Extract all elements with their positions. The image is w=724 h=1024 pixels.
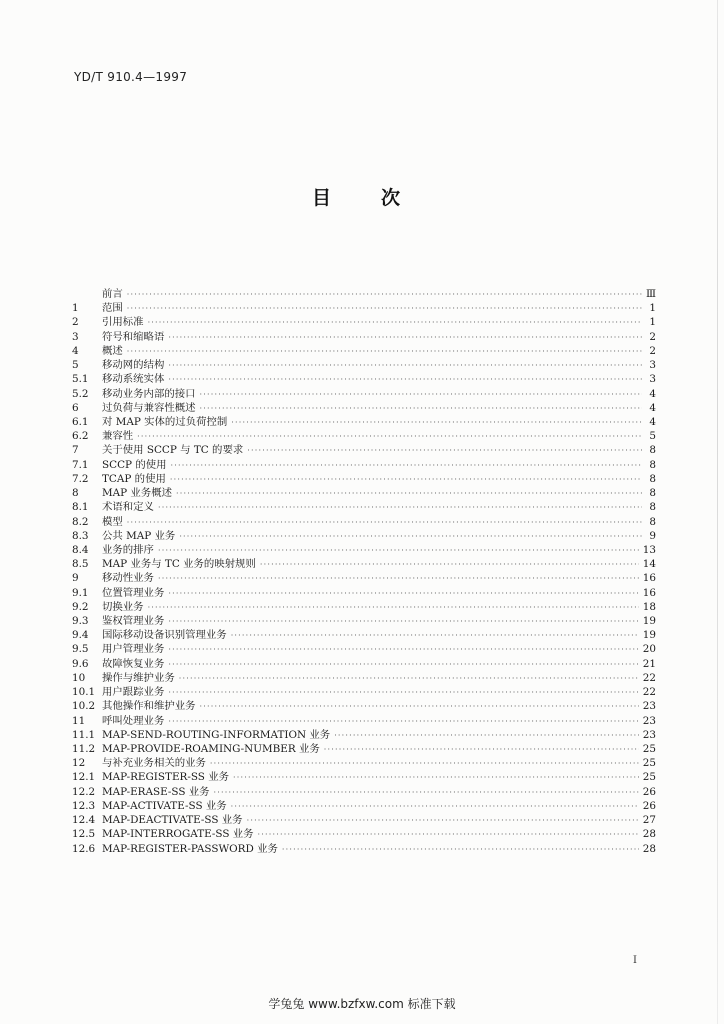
toc-entry-page: 23 bbox=[642, 700, 656, 713]
toc-leader-dots bbox=[200, 388, 642, 402]
toc-entry[interactable] bbox=[72, 813, 656, 827]
toc-entry[interactable] bbox=[72, 429, 656, 443]
toc-leader-dots bbox=[334, 729, 639, 743]
toc-entry-page: 25 bbox=[642, 757, 656, 770]
toc-entry-page: 13 bbox=[642, 543, 656, 556]
toc-entry-page: 20 bbox=[642, 643, 656, 656]
toc-leader-dots bbox=[158, 544, 639, 558]
toc-leader-dots bbox=[168, 643, 638, 657]
toc-entry-title: 用户管理业务 bbox=[102, 643, 165, 656]
toc-entry-page: 22 bbox=[642, 671, 656, 684]
toc-entry[interactable] bbox=[72, 600, 656, 614]
toc-leader-dots bbox=[200, 402, 642, 416]
toc-entry-number: 11.1 bbox=[72, 728, 96, 741]
toc-leader-dots bbox=[148, 316, 642, 330]
toc-entry-title: 术语和定义 bbox=[102, 501, 154, 514]
toc-entry-page: 23 bbox=[642, 714, 656, 727]
toc-entry-page: 8 bbox=[649, 444, 656, 457]
toc-entry-title: 兼容性 bbox=[102, 430, 134, 443]
toc-entry-number: 9 bbox=[72, 572, 79, 585]
toc-leader-dots bbox=[127, 288, 642, 302]
toc-leader-dots bbox=[168, 686, 638, 700]
toc-entry-title: 移动系统实体 bbox=[102, 373, 165, 386]
toc-entry-number: 6.2 bbox=[72, 430, 89, 443]
toc-entry[interactable] bbox=[72, 344, 656, 358]
toc-entry[interactable] bbox=[72, 330, 656, 344]
toc-entry-page: 18 bbox=[642, 600, 656, 613]
toc-entry-number: 12.3 bbox=[72, 799, 96, 812]
toc-entry-page: 26 bbox=[642, 799, 656, 812]
toc-entry-number: 8.1 bbox=[72, 501, 89, 514]
toc-entry[interactable] bbox=[72, 401, 656, 415]
toc-entry-title: 鉴权管理业务 bbox=[102, 615, 165, 628]
toc-entry-page: 1 bbox=[649, 302, 656, 315]
toc-entry-number: 12.1 bbox=[72, 771, 96, 784]
toc-entry-title: 过负荷与兼容性概述 bbox=[102, 401, 196, 414]
toc-entry-title: 范围 bbox=[102, 302, 123, 315]
toc-entry-title: 移动性业务 bbox=[102, 572, 154, 585]
toc-entry-number: 12.2 bbox=[72, 785, 96, 798]
toc-entry[interactable] bbox=[72, 770, 656, 784]
toc-entry[interactable] bbox=[72, 799, 656, 813]
toc-entry-title: MAP-ACTIVATE-SS 业务 bbox=[102, 799, 227, 812]
toc-entry-page: 25 bbox=[642, 743, 656, 755]
toc-entry-number: 8.5 bbox=[72, 558, 89, 571]
toc-entry-page: 2 bbox=[649, 330, 656, 343]
toc-entry-number: 9.5 bbox=[72, 643, 89, 656]
toc-leader-dots bbox=[200, 700, 639, 714]
toc-entry-number: 9.4 bbox=[72, 629, 89, 642]
toc-entry[interactable] bbox=[72, 728, 656, 742]
toc-entry[interactable] bbox=[72, 315, 656, 329]
toc-entry[interactable] bbox=[72, 628, 656, 642]
toc-leader-dots bbox=[231, 629, 639, 643]
toc-entry-title: 用户跟踪业务 bbox=[102, 686, 165, 699]
toc-entry-number: 9.2 bbox=[72, 600, 89, 613]
toc-entry-number: 6.1 bbox=[72, 415, 89, 428]
toc-leader-dots bbox=[170, 473, 642, 487]
toc-entry[interactable] bbox=[72, 387, 656, 401]
toc-leader-dots bbox=[127, 345, 642, 359]
toc-entry-page: 14 bbox=[642, 558, 656, 571]
toc-entry-page: 21 bbox=[642, 657, 656, 670]
toc-entry-title: 符号和缩略语 bbox=[102, 330, 165, 343]
toc-entry[interactable] bbox=[72, 557, 656, 571]
toc-entry-page: 4 bbox=[649, 415, 656, 428]
toc-entry-title: 国际移动设备识别管理业务 bbox=[102, 629, 227, 642]
toc-entry-title: 位置管理业务 bbox=[102, 586, 165, 599]
toc-entry-page: 8 bbox=[649, 515, 656, 528]
toc-entry-page: 8 bbox=[649, 472, 656, 485]
toc-leader-dots bbox=[158, 501, 642, 515]
title-char-1: 目 bbox=[312, 187, 332, 209]
toc-leader-dots bbox=[214, 786, 639, 800]
toc-leader-dots bbox=[260, 558, 639, 572]
toc-entry[interactable] bbox=[72, 287, 656, 301]
toc-leader-dots bbox=[258, 828, 639, 842]
toc-entry-number: 5 bbox=[72, 359, 79, 372]
toc-entry-number: 1 bbox=[72, 302, 79, 315]
toc-leader-dots bbox=[171, 459, 643, 473]
toc-entry-number: 8.3 bbox=[72, 529, 89, 542]
toc-leader-dots bbox=[168, 615, 638, 629]
toc-entry-page: 19 bbox=[642, 629, 656, 642]
toc-entry-page: 8 bbox=[649, 487, 656, 500]
toc-entry-number: 11 bbox=[72, 714, 86, 727]
toc-leader-dots bbox=[148, 601, 639, 615]
toc-leader-dots bbox=[231, 416, 642, 430]
toc-entry-title: MAP-INTERROGATE-SS 业务 bbox=[102, 828, 254, 841]
toc-entry[interactable] bbox=[72, 500, 656, 514]
toc-entry[interactable] bbox=[72, 301, 656, 315]
toc-entry-title: 业务的排序 bbox=[102, 543, 154, 556]
toc-entry-title: MAP-REGISTER-SS 业务 bbox=[102, 771, 229, 784]
toc-entry-number: 8.2 bbox=[72, 515, 89, 528]
toc-entry-number: 8 bbox=[72, 487, 79, 500]
toc-entry-title: 引用标准 bbox=[102, 316, 144, 329]
footer-watermark: 学兔兔 www.bzfxw.com 标准下载 bbox=[268, 997, 456, 1011]
toc-entry[interactable] bbox=[72, 472, 656, 486]
toc-entry-page: 16 bbox=[642, 586, 656, 599]
toc-entry[interactable] bbox=[72, 671, 656, 685]
toc-leader-dots bbox=[168, 658, 638, 672]
toc-leader-dots bbox=[127, 302, 642, 316]
page-title bbox=[312, 183, 400, 210]
table-of-contents bbox=[72, 287, 656, 856]
toc-entry-title: MAP-DEACTIVATE-SS 业务 bbox=[102, 814, 243, 827]
toc-leader-dots bbox=[210, 757, 639, 771]
toc-entry[interactable] bbox=[72, 458, 656, 472]
toc-leader-dots bbox=[168, 587, 638, 601]
toc-entry-number: 12.6 bbox=[72, 842, 96, 855]
toc-entry-number: 5.2 bbox=[72, 387, 89, 400]
toc-entry-number: 8.4 bbox=[72, 543, 89, 556]
toc-entry-title: MAP-SEND-ROUTING-INFORMATION 业务 bbox=[102, 728, 331, 741]
toc-leader-dots bbox=[137, 430, 642, 444]
toc-entry-page: 28 bbox=[642, 842, 656, 855]
toc-leader-dots bbox=[247, 444, 642, 458]
toc-entry-number: 7.1 bbox=[72, 458, 89, 471]
toc-entry-page: 23 bbox=[642, 728, 656, 741]
toc-entry-title: 与补充业务相关的业务 bbox=[102, 757, 206, 770]
toc-entry-title: 移动网的结构 bbox=[102, 359, 165, 372]
toc-entry-page: 16 bbox=[642, 572, 656, 585]
toc-entry[interactable] bbox=[72, 486, 656, 500]
toc-entry[interactable] bbox=[72, 842, 656, 856]
toc-leader-dots bbox=[168, 715, 638, 729]
standard-number: YD/T 910.4—1997 bbox=[74, 70, 188, 84]
toc-entry[interactable] bbox=[72, 372, 656, 386]
toc-leader-dots bbox=[168, 359, 642, 373]
toc-entry[interactable] bbox=[72, 571, 656, 585]
toc-entry-title: MAP 业务概述 bbox=[102, 487, 172, 500]
toc-entry-page: 2 bbox=[649, 344, 656, 357]
toc-entry[interactable] bbox=[72, 714, 656, 728]
toc-entry[interactable] bbox=[72, 586, 656, 600]
toc-entry-title: MAP-PROVIDE-ROAMING-NUMBER 业务 bbox=[102, 743, 320, 755]
toc-leader-dots bbox=[233, 771, 639, 785]
toc-entry-title: 操作与维护业务 bbox=[102, 671, 175, 684]
toc-leader-dots bbox=[179, 672, 639, 686]
toc-entry-page: 25 bbox=[642, 771, 656, 784]
toc-leader-dots bbox=[158, 572, 639, 586]
toc-leader-dots bbox=[282, 843, 639, 857]
toc-entry-page: 22 bbox=[642, 686, 656, 699]
toc-entry-page: 9 bbox=[649, 529, 656, 542]
toc-entry-title: 切换业务 bbox=[102, 600, 144, 613]
toc-entry[interactable] bbox=[72, 642, 656, 656]
toc-entry-title: 对 MAP 实体的过负荷控制 bbox=[102, 415, 228, 428]
toc-entry-number: 6 bbox=[72, 401, 79, 414]
toc-entry-number: 2 bbox=[72, 316, 79, 329]
page-number: I bbox=[633, 955, 637, 966]
toc-entry-page: 19 bbox=[642, 615, 656, 628]
toc-entry-page: Ⅲ bbox=[645, 288, 656, 300]
title-char-2: 次 bbox=[381, 187, 401, 209]
toc-entry[interactable] bbox=[72, 699, 656, 713]
toc-entry-page: 4 bbox=[649, 387, 656, 400]
toc-entry-title: 移动业务内部的接口 bbox=[102, 387, 196, 400]
toc-entry-number: 7 bbox=[72, 444, 79, 457]
toc-leader-dots bbox=[168, 331, 642, 345]
toc-entry[interactable] bbox=[72, 657, 656, 671]
toc-entry-number: 10 bbox=[72, 671, 86, 684]
toc-entry-number: 4 bbox=[72, 344, 79, 357]
toc-leader-dots bbox=[231, 800, 639, 814]
toc-entry-page: 8 bbox=[649, 501, 656, 514]
toc-entry[interactable] bbox=[72, 515, 656, 529]
toc-entry-title: 公共 MAP 业务 bbox=[102, 529, 176, 542]
toc-entry-number: 12.4 bbox=[72, 814, 96, 827]
toc-entry-number: 7.2 bbox=[72, 472, 89, 485]
toc-entry-page: 4 bbox=[649, 401, 656, 414]
toc-entry-title: 概述 bbox=[102, 344, 123, 357]
toc-entry-title: MAP-REGISTER-PASSWORD 业务 bbox=[102, 842, 278, 855]
toc-leader-dots bbox=[127, 516, 642, 530]
toc-entry-title: 其他操作和维护业务 bbox=[102, 700, 196, 713]
toc-entry-number: 9.1 bbox=[72, 586, 89, 599]
toc-entry[interactable] bbox=[72, 358, 656, 372]
toc-entry-number: 10.1 bbox=[72, 686, 96, 699]
toc-entry[interactable] bbox=[72, 529, 656, 543]
toc-entry[interactable] bbox=[72, 543, 656, 557]
toc-entry-title: 关于使用 SCCP 与 TC 的要求 bbox=[102, 444, 244, 457]
toc-entry[interactable] bbox=[72, 443, 656, 457]
toc-entry-page: 1 bbox=[649, 316, 656, 329]
toc-leader-dots bbox=[168, 373, 642, 387]
toc-leader-dots bbox=[247, 814, 639, 828]
toc-entry-number: 9.6 bbox=[72, 657, 89, 670]
toc-entry-page: 3 bbox=[649, 373, 656, 386]
toc-leader-dots bbox=[176, 487, 642, 501]
toc-entry[interactable] bbox=[72, 785, 656, 799]
toc-entry-number: 11.2 bbox=[72, 743, 96, 755]
toc-entry-number: 3 bbox=[72, 330, 79, 343]
toc-entry-title: 故障恢复业务 bbox=[102, 657, 165, 670]
toc-entry-title: SCCP 的使用 bbox=[102, 458, 167, 471]
toc-entry[interactable] bbox=[72, 685, 656, 699]
toc-entry-number: 5.1 bbox=[72, 373, 89, 386]
page-edge bbox=[717, 0, 718, 1024]
toc-entry[interactable] bbox=[72, 415, 656, 429]
toc-entry[interactable] bbox=[72, 827, 656, 841]
toc-entry-page: 5 bbox=[649, 430, 656, 443]
toc-entry-page: 28 bbox=[642, 828, 656, 841]
toc-entry-number: 10.2 bbox=[72, 700, 96, 713]
toc-entry-number: 9.3 bbox=[72, 615, 89, 628]
toc-entry-title: 模型 bbox=[102, 515, 123, 528]
toc-entry-title: MAP-ERASE-SS 业务 bbox=[102, 785, 210, 798]
toc-entry-page: 27 bbox=[642, 814, 656, 827]
toc-leader-dots bbox=[324, 743, 639, 757]
toc-entry-number: 12.5 bbox=[72, 828, 96, 841]
toc-entry-page: 3 bbox=[649, 359, 656, 372]
toc-entry-number: 12 bbox=[72, 757, 86, 770]
toc-entry-title: MAP 业务与 TC 业务的映射规则 bbox=[102, 558, 256, 571]
toc-entry[interactable] bbox=[72, 742, 656, 756]
toc-entry-page: 26 bbox=[642, 785, 656, 798]
toc-entry-title: 呼叫处理业务 bbox=[102, 714, 165, 727]
toc-entry[interactable] bbox=[72, 756, 656, 770]
toc-entry-title: TCAP 的使用 bbox=[102, 472, 166, 485]
toc-entry-title: 前言 bbox=[102, 288, 123, 300]
toc-entry[interactable] bbox=[72, 614, 656, 628]
toc-leader-dots bbox=[179, 530, 642, 544]
toc-entry-page: 8 bbox=[649, 458, 656, 471]
